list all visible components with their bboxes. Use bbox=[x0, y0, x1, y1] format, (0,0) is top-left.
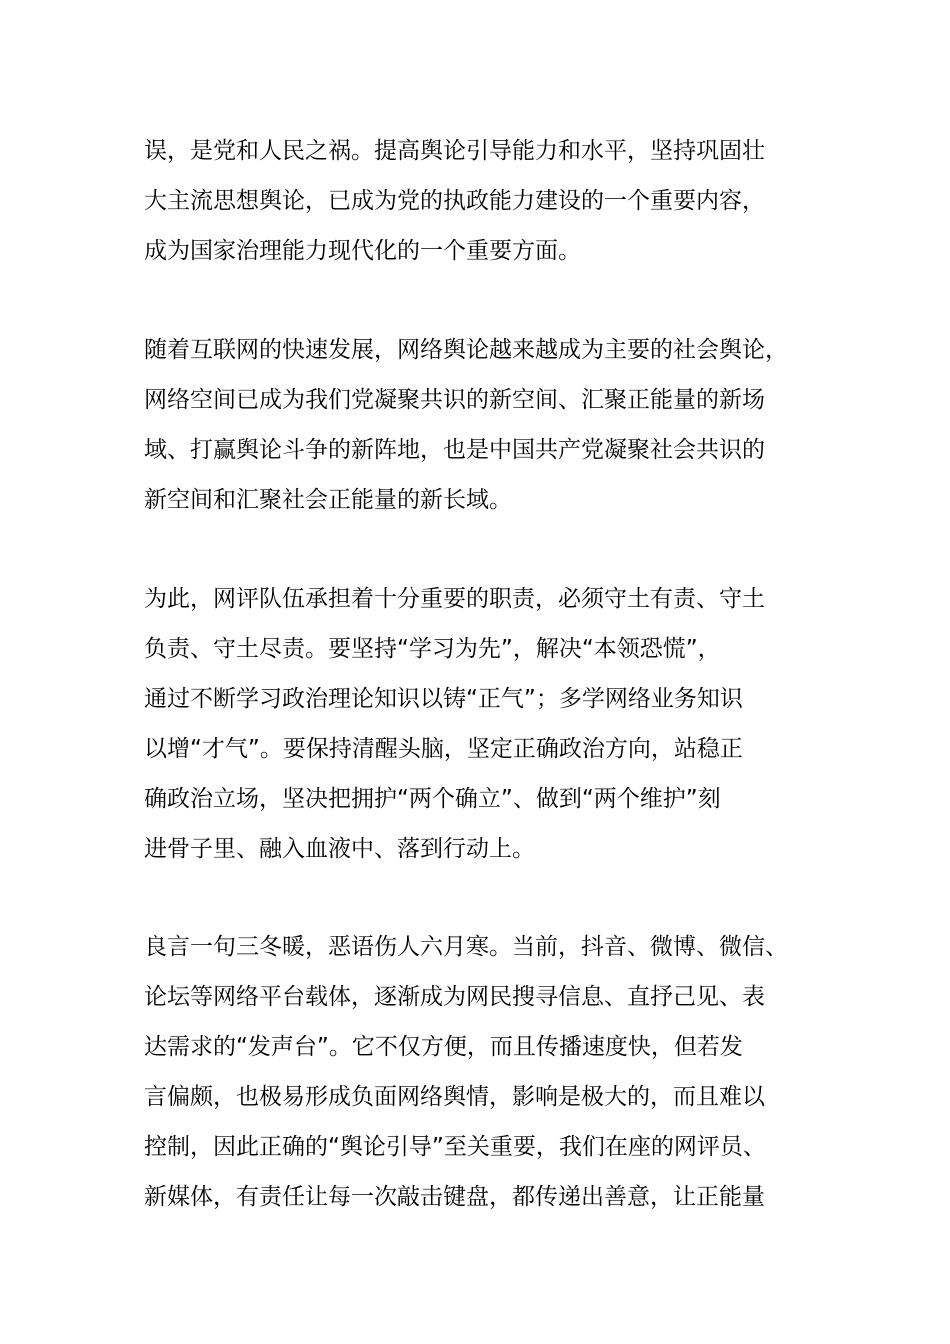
text-line: 言偏颇，也极易形成负面网络舆情，影响是极大的，而且难以 bbox=[144, 1084, 765, 1110]
text-line: 网络空间已成为我们党凝聚共识的新空间、汇聚正能量的新场 bbox=[144, 387, 765, 413]
text-line: 以增“才气”。要保持清醒头脑，坚定正确政治方向，站稳正 bbox=[144, 736, 743, 762]
text-line: 良言一句三冬暖，恶语伤人六月寒。当前，抖音、微博、微信、 bbox=[144, 934, 788, 960]
text-line: 成为国家治理能力现代化的一个重要方面。 bbox=[144, 238, 581, 264]
text-line: 域、打赢舆论斗争的新阵地，也是中国共产党凝聚社会共识的 bbox=[144, 437, 765, 463]
paragraph-3 bbox=[144, 574, 834, 874]
paragraph-1 bbox=[144, 126, 834, 276]
text-line: 新媒体，有责任让每一次敲击键盘，都传递出善意，让正能量 bbox=[144, 1184, 765, 1210]
text-line: 论坛等网络平台载体，逐渐成为网民搜寻信息、直抒己见、表 bbox=[144, 984, 765, 1010]
text-line: 大主流思想舆论，已成为党的执政能力建设的一个重要内容， bbox=[144, 188, 765, 214]
text-line: 确政治立场，坚决把拥护“两个确立”、做到“两个维护”刻 bbox=[144, 786, 721, 812]
text-line: 为此，网评队伍承担着十分重要的职责，必须守土有责、守土 bbox=[144, 586, 765, 612]
text-line: 通过不断学习政治理论知识以铸“正气”；多学网络业务知识 bbox=[144, 686, 743, 712]
text-line: 控制，因此正确的“舆论引导”至关重要，我们在座的网评员、 bbox=[144, 1134, 766, 1160]
paragraph-4 bbox=[144, 922, 834, 1222]
text-line: 随着互联网的快速发展，网络舆论越来越成为主要的社会舆论， bbox=[144, 337, 788, 363]
paragraph-2 bbox=[144, 325, 834, 525]
text-line: 新空间和汇聚社会正能量的新长域。 bbox=[144, 487, 512, 513]
text-line: 负责、守土尽责。要坚持“学习为先”，解决“本领恐慌”， bbox=[144, 636, 721, 662]
text-line: 进骨子里、融入血液中、落到行动上。 bbox=[144, 836, 535, 862]
text-line: 误，是党和人民之祸。提高舆论引导能力和水平，坚持巩固壮 bbox=[144, 138, 765, 164]
text-line: 达需求的“发声台”。它不仅方便，而且传播速度快，但若发 bbox=[144, 1034, 743, 1060]
